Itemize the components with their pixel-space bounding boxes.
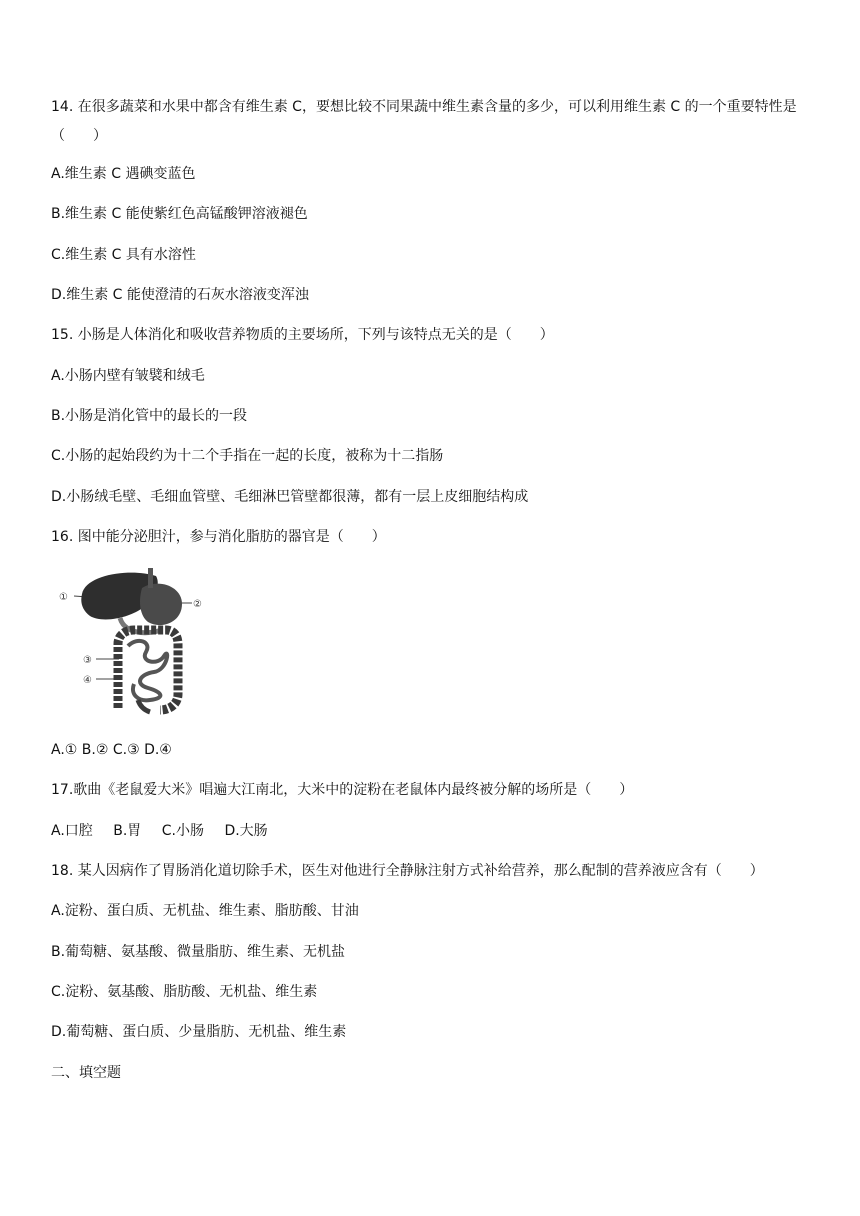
question-15-option-d: D.小肠绒毛壁、毛细血管壁、毛细淋巴管壁都很薄，都有一层上皮细胞结构成 <box>51 489 529 505</box>
digestive-system-figure <box>54 566 219 716</box>
question-16-options: A.① B.② C.③ D.④ <box>51 742 172 758</box>
question-14-option-b: B.维生素 C 能使紫红色高锰酸钾溶液褪色 <box>51 206 308 222</box>
question-14-option-d: D.维生素 C 能使澄清的石灰水溶液变浑浊 <box>51 287 309 303</box>
figure-label-2: ② <box>193 599 202 610</box>
question-17-option-d: D.大肠 <box>224 823 268 839</box>
question-18-option-d: D.葡萄糖、蛋白质、少量脂肪、无机盐、维生素 <box>51 1024 347 1040</box>
digestive-system-illustration <box>54 566 219 716</box>
question-14-stem: 14. 在很多蔬菜和水果中都含有维生素 C，要想比较不同果蔬中维生素含量的多少，可以利用维生素 C 的一个重要特性是（ ） <box>51 99 797 144</box>
question-14-option-a: A.维生素 C 遇碘变蓝色 <box>51 166 196 182</box>
figure-label-1: ① <box>59 592 68 603</box>
question-17-options <box>51 821 821 841</box>
question-18-stem: 18. 某人因病作了胃肠消化道切除手术，医生对他进行全静脉注射方式补给营养，那么配制的营养液应含有（ ） <box>51 863 764 879</box>
question-16-stem: 16. 图中能分泌胆汁，参与消化脂肪的器官是（ ） <box>51 529 386 545</box>
question-17-option-b: B.胃 <box>113 823 142 839</box>
figure-label-3: ③ <box>83 655 92 666</box>
question-18-option-c: C.淀粉、氨基酸、脂肪酸、无机盐、维生素 <box>51 984 318 1000</box>
question-18-option-a: A.淀粉、蛋白质、无机盐、维生素、脂肪酸、甘油 <box>51 903 359 919</box>
question-14-option-c: C.维生素 C 具有水溶性 <box>51 247 196 263</box>
question-15-stem: 15. 小肠是人体消化和吸收营养物质的主要场所，下列与该特点无关的是（ ） <box>51 327 554 343</box>
question-17-stem: 17.歌曲《老鼠爱大米》唱遍大江南北，大米中的淀粉在老鼠体内最终被分解的场所是（ ） <box>51 782 634 798</box>
question-17-option-a: A.口腔 <box>51 823 93 839</box>
question-17-option-c: C.小肠 <box>161 823 204 839</box>
question-15-option-b: B.小肠是消化管中的最长的一段 <box>51 408 248 424</box>
question-15-option-c: C.小肠的起始段约为十二个手指在一起的长度，被称为十二指肠 <box>51 448 444 464</box>
figure-label-4: ④ <box>83 675 92 686</box>
question-18-option-b: B.葡萄糖、氨基酸、微量脂肪、维生素、无机盐 <box>51 944 346 960</box>
section-title-fill-in: 二、填空题 <box>51 1065 121 1081</box>
question-15-option-a: A.小肠内壁有皱襞和绒毛 <box>51 368 205 384</box>
